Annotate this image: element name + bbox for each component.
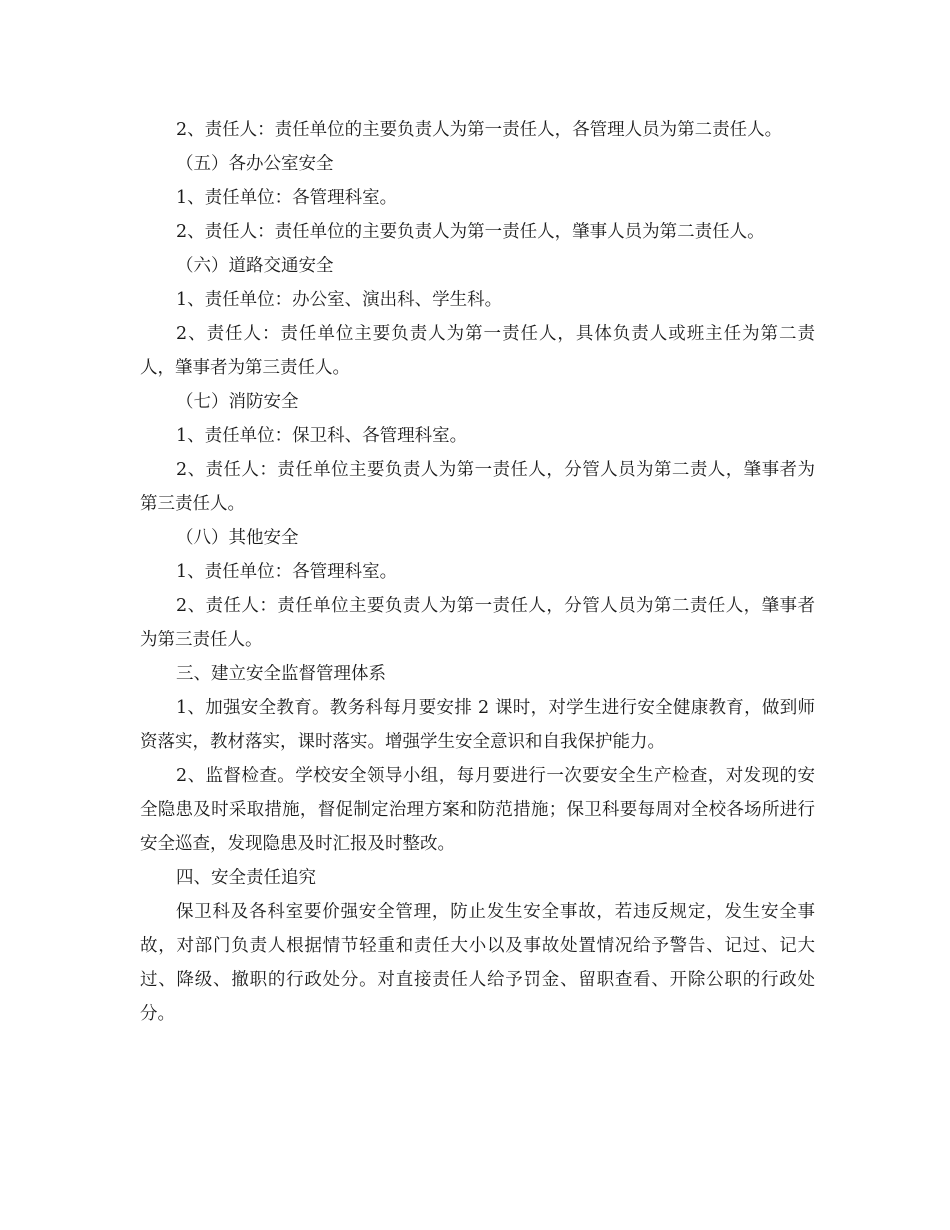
paragraph: 1、责任单位：办公室、演出科、学生科。 [176, 290, 503, 310]
paragraph: 2、责任人：责任单位的主要负责人为第一责任人，各管理人员为第二责任人。 [176, 120, 783, 140]
paragraph: 2、监督检查。学校安全领导小组，每月要进行一次要安全生产检查，对发现的安全隐患及时采取措施，督促制定治理方案和防范措施；保卫科要每周对全校各场所进行安全巡查，发现隐患及时汇报及时整改。 [140, 766, 815, 854]
paragraph: 1、责任单位：各管理科室。 [176, 562, 398, 582]
paragraph: 1、责任单位：保卫科、各管理科室。 [176, 426, 468, 446]
section-heading: （八）其他安全 [176, 528, 299, 548]
section-heading: （六）道路交通安全 [176, 256, 334, 276]
section-heading: （五）各办公室安全 [176, 154, 334, 174]
paragraph: 1、责任单位：各管理科室。 [176, 188, 398, 208]
paragraph: 2、责任人：责任单位主要负责人为第一责任人，分管人员为第二责任人，肇事者为第三责任人。 [140, 596, 815, 650]
section-heading: 四、安全责任追究 [176, 868, 316, 888]
section-heading: 三、建立安全监督管理体系 [176, 664, 386, 684]
paragraph: 保卫科及各科室要价强安全管理，防止发生安全事故，若违反规定，发生安全事故，对部门负责人根据情节轻重和责任大小以及事故处置情况给予警告、记过、记大过、降级、撤职的行政处分。对直接责任人给予罚金、留职查看、开除公职的行政处分。 [140, 902, 815, 1024]
paragraph: 2、责任人：责任单位主要负责人为第一责任人，分管人员为第二责人，肇事者为第三责任人。 [140, 460, 815, 514]
paragraph: 2、责任人：责任单位主要负责人为第一责任人，具体负责人或班主任为第二责人，肇事者为第三责任人。 [140, 324, 815, 378]
paragraph: 2、责任人：责任单位的主要负责人为第一责任人，肇事人员为第二责任人。 [176, 222, 765, 242]
paragraph: 1、加强安全教育。教务科每月要安排 2 课时，对学生进行安全健康教育，做到师资落实，教材落实，课时落实。增强学生安全意识和自我保护能力。 [140, 698, 815, 752]
document-body [140, 113, 815, 1031]
section-heading: （七）消防安全 [176, 392, 299, 412]
